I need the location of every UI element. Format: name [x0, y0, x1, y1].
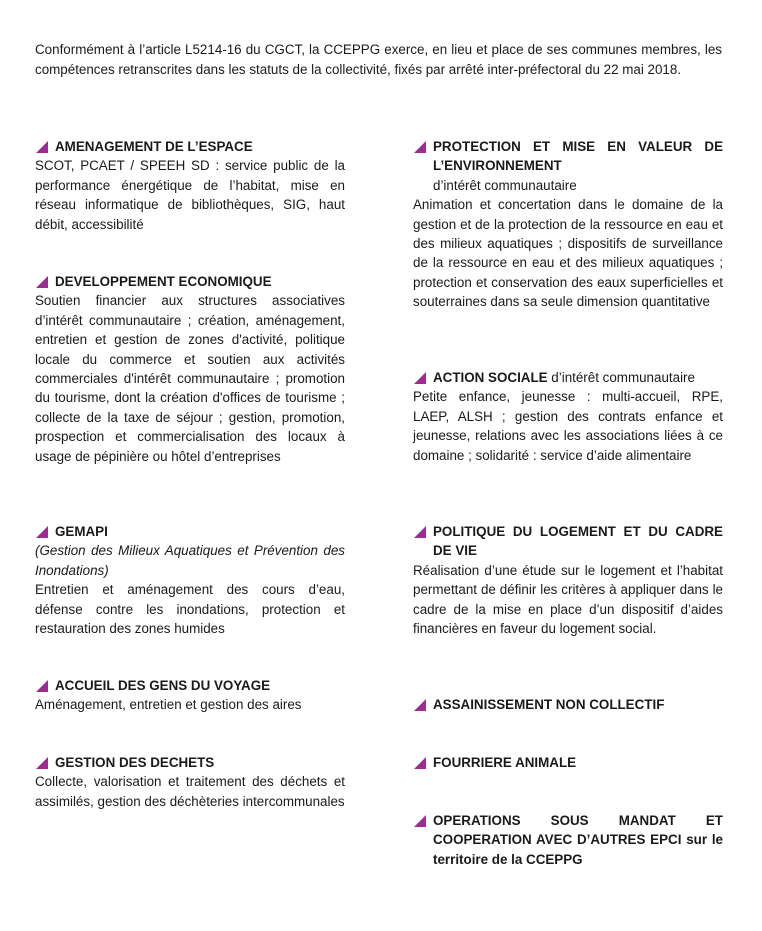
section-body: Soutien financier aux structures associatives d’intérêt communautaire ; création, aménagement, entretien et gestion de zones d'activité, politique locale du commerce et soutien aux activités commerciales d'intérêt communautaire ; promotion du tourisme, dont la création d'offices de tourisme ; collecte de la taxe de séjour ; gestion, promotion, prospection et commercialisation des locaux à usage de pépinière ou hôtel d’entreprises: [35, 293, 345, 464]
section-heading: [35, 272, 345, 291]
section-qualifier: d’intérêt communautaire: [433, 177, 577, 193]
section-title: POLITIQUE DU LOGEMENT ET DU CADRE DE VIE: [433, 524, 723, 559]
section-body: SCOT, PCAET / SPEEH SD : service public de la performance énergétique de l’habitat, mise en réseau informatique de bibliothèques, SIG, haut débit, accessibilité: [35, 158, 345, 232]
section-body: Réalisation d’une étude sur le logement et l’habitat permettant de définir les critères à appliquer dans le cadre de la mise en place d’un dispositif d’aides financières en faveur du logement social.: [413, 562, 723, 637]
triangle-bullet-icon: [414, 526, 426, 538]
section-body: Petite enfance, jeunesse : multi-accueil, RPE, LAEP, ALSH ; gestion des contrats enfance et jeunesse, relations avec les associations liées à ce domaine ; solidarité : service d’aide alimentaire: [413, 389, 723, 463]
triangle-bullet-icon: [36, 757, 48, 769]
section-title: DEVELOPPEMENT ECONOMIQUE: [55, 274, 272, 289]
section-heading: [35, 753, 345, 772]
triangle-bullet-icon: [414, 372, 426, 384]
triangle-bullet-icon: [414, 815, 426, 827]
triangle-bullet-icon: [36, 526, 48, 538]
section-title: ACTION SOCIALE: [433, 370, 548, 385]
section-heading: [413, 695, 723, 714]
triangle-bullet-icon: [36, 680, 48, 692]
competence-environnement: [413, 137, 723, 312]
competence-logement: [413, 522, 723, 638]
intro-paragraph: Conformément à l’article L5214-16 du CGCT, la CCEPPG exerce, en lieu et place de ses communes membres, les compétences retranscrites dans les statuts de la collectivité, fixés par arrêté inter-préfectoral du 22 mai 2018.: [35, 42, 722, 77]
competence-gemapi: [35, 522, 345, 638]
section-heading: [413, 522, 723, 561]
section-subtitle: (Gestion des Milieux Aquatiques et Prévention des Inondations): [35, 543, 345, 578]
triangle-bullet-icon: [414, 757, 426, 769]
section-heading: [413, 753, 723, 772]
competence-operations-mandat: [413, 811, 723, 869]
triangle-bullet-icon: [414, 141, 426, 153]
section-body: Entretien et aménagement des cours d’eau, défense contre les inondations, protection et restauration des zones humides: [35, 582, 345, 637]
triangle-bullet-icon: [414, 699, 426, 711]
triangle-bullet-icon: [36, 141, 48, 153]
section-title: FOURRIERE ANIMALE: [433, 755, 577, 770]
section-title-suffix: d’intérêt communautaire: [547, 370, 695, 385]
section-heading: [35, 676, 345, 695]
section-body: Aménagement, entretien et gestion des aires: [35, 697, 302, 713]
section-title: OPERATIONS SOUS MANDAT ET COOPERATION AVEC D’AUTRES EPCI sur le territoire de la CCEPPG: [433, 813, 723, 867]
section-heading: [35, 137, 345, 156]
triangle-bullet-icon: [36, 276, 48, 288]
section-title: AMENAGEMENT DE L’ESPACE: [55, 139, 253, 154]
section-title: PROTECTION ET MISE EN VALEUR DE L’ENVIRONNEMENT: [433, 139, 723, 174]
section-heading: [413, 811, 723, 869]
competence-developpement-economique: [35, 272, 345, 466]
section-title: GESTION DES DECHETS: [55, 755, 215, 770]
competence-amenagement: [35, 137, 345, 234]
section-title: ASSAINISSEMENT NON COLLECTIF: [433, 697, 665, 712]
section-heading: [35, 522, 345, 541]
competence-action-sociale: [413, 368, 723, 465]
competence-gens-du-voyage: [35, 676, 345, 715]
competence-assainissement: [413, 695, 723, 714]
competence-gestion-dechets: [35, 753, 345, 811]
section-heading: [413, 137, 723, 176]
competence-fourriere: [413, 753, 723, 772]
section-body: Collecte, valorisation et traitement des déchets et assimilés, gestion des déchèteries intercommunales: [35, 774, 345, 809]
section-title: ACCUEIL DES GENS DU VOYAGE: [55, 678, 271, 693]
section-body: Animation et concertation dans le domaine de la gestion et de la protection de la ressource en eau et des milieux aquatiques ; dispositifs de surveillance de la ressource en eau et des milieux aquatiques ; protection et conservation des eaux superficielles et souterraines dans sa seule dimension quantitative: [413, 197, 723, 310]
section-title: GEMAPI: [55, 524, 108, 539]
section-heading: [413, 368, 723, 387]
